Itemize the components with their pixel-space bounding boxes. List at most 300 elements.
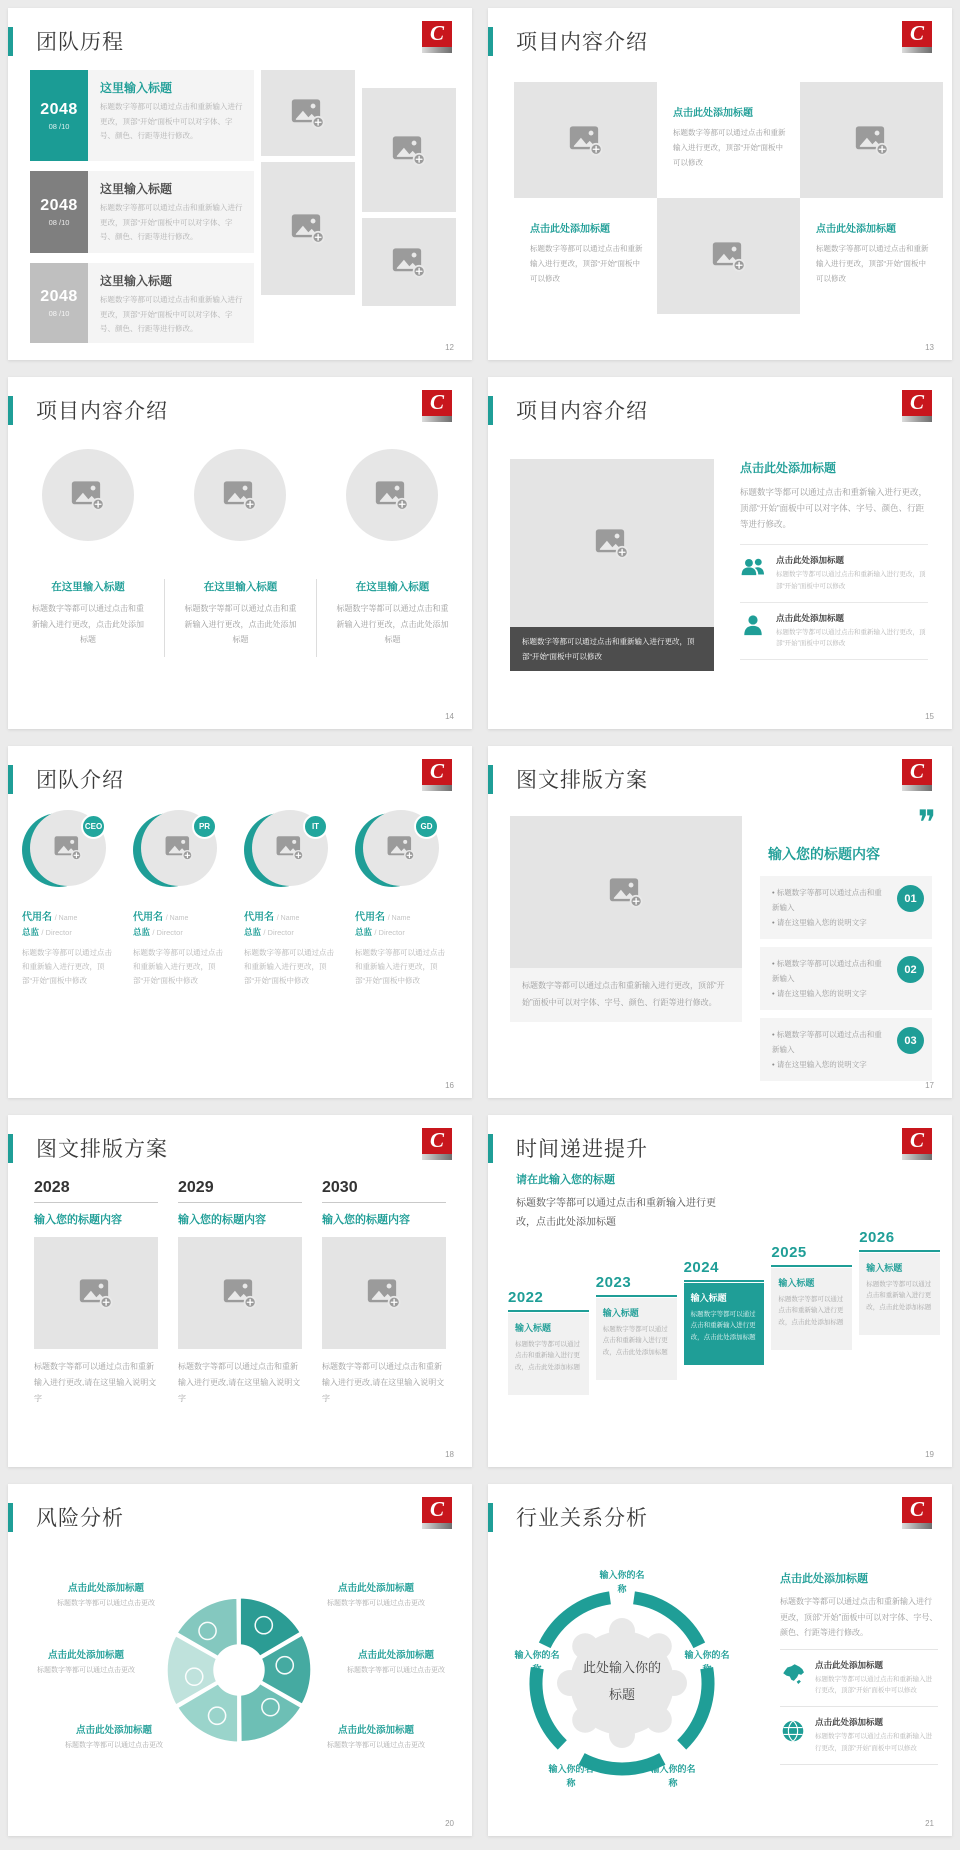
callout-title: 点击此处添加标题: [75, 1725, 152, 1736]
team-member: [355, 810, 458, 988]
add-image-icon: [291, 98, 325, 129]
logo-letter: C: [902, 1497, 932, 1523]
member-name: [244, 908, 347, 923]
timeline-step: [859, 1229, 940, 1335]
logo-letter: C: [902, 1128, 932, 1154]
step-year: 2022: [508, 1289, 589, 1312]
slide-header: [488, 395, 648, 425]
timeline-entry: [30, 70, 254, 161]
role-en: / Director: [263, 928, 294, 937]
placeholder-column: [362, 88, 456, 353]
detail-list: [780, 1649, 938, 1765]
member-body: 标题数字等都可以通过点击和重新输入进行更改，顶部“开始”面板中修改: [133, 948, 223, 985]
brand-logo: [422, 390, 452, 422]
logo-strip: [422, 1523, 452, 1529]
bullet-line: • 请在这里输入您的说明文字: [772, 915, 888, 930]
timeline-day: 08 /10: [48, 218, 70, 227]
image-placeholder[interactable]: [322, 1237, 446, 1349]
callout-body: 标题数字等都可以通过点击更改: [65, 1742, 163, 1749]
member-name: [355, 908, 458, 923]
feature-body: 标题数字等都可以通过点击和重新输入进行更改，点击此处添加标题: [32, 604, 144, 645]
circle-image-placeholder[interactable]: [42, 449, 134, 541]
name-en: / Name: [387, 915, 411, 922]
timeline-text: [88, 263, 254, 343]
text-cell: [514, 198, 657, 314]
quote-icon: ❞: [917, 804, 932, 842]
role-cn: 总监: [355, 927, 373, 937]
year-column: [34, 1179, 158, 1407]
risk-callout: [326, 1647, 466, 1675]
placeholder-column: [261, 70, 355, 353]
callout-body: 标题数字等都可以通过点击更改: [327, 1742, 425, 1749]
slide-13-project-intro[interactable]: [488, 8, 952, 360]
node-label: 输入你的名称: [650, 1764, 696, 1789]
title-accent-bar: [488, 765, 493, 794]
title-accent-bar: [8, 765, 13, 794]
numbered-item: [760, 876, 932, 939]
image-placeholder[interactable]: [261, 70, 355, 156]
center-title: 此处输入你的标题: [582, 1660, 661, 1703]
feature-title: 在这里输入标题: [203, 581, 278, 593]
entry-title: 这里输入标题: [100, 182, 173, 196]
logo-letter: C: [902, 759, 932, 785]
member-body: 标题数字等都可以通过点击和重新输入进行更改，顶部“开始”面板中修改: [22, 948, 112, 985]
name-cn: 代用名: [133, 912, 163, 923]
page-number: 17: [925, 1081, 934, 1090]
step-title: 输入标题: [866, 1263, 903, 1273]
role-cn: 总监: [133, 927, 151, 937]
title-accent-bar: [8, 1503, 13, 1532]
step-body: 标题数字等都可以通过点击和重新输入进行更改，点击此处添加标题: [515, 1341, 580, 1371]
slide-header: [8, 764, 124, 794]
title-accent-bar: [8, 27, 13, 56]
step-body: 标题数字等都可以通过点击和重新输入进行更改，点击此处添加标题: [602, 1326, 668, 1356]
bullet-line: • 标题数字等都可以通过点击和重新输入: [772, 885, 888, 915]
number-badge: 02: [897, 956, 924, 983]
avatar[interactable]: [22, 810, 106, 890]
feature-column: [12, 449, 164, 657]
logo-letter: C: [422, 1128, 452, 1154]
callout-title: 点击此处添加标题: [47, 1650, 124, 1661]
role-en: / Director: [374, 928, 405, 937]
title-accent-bar: [488, 27, 493, 56]
slide-title: 项目内容介绍: [516, 31, 648, 54]
role-badge: PR: [192, 814, 217, 839]
name-cn: 代用名: [244, 912, 274, 923]
avatar[interactable]: [355, 810, 439, 890]
page-number: 12: [445, 343, 454, 352]
logo-strip: [902, 1523, 932, 1529]
checkerboard-grid: [514, 82, 952, 314]
member-body: 标题数字等都可以通过点击和重新输入进行更改，顶部“开始”面板中修改: [244, 948, 334, 985]
feature-text: [316, 579, 468, 657]
step-card: [508, 1313, 589, 1395]
detail-body: 标题数字等都可以通过点击和重新输入进行更改，顶部“开始”面板中可以对字体、字号、颜色、行距等进行修改。: [740, 487, 928, 530]
add-image-icon: [569, 125, 603, 156]
item-body: 标题数字等都可以通过点击和重新输入进行更改，顶部“开始”面板中可以修改: [776, 628, 926, 648]
feature-text: [164, 579, 316, 657]
risk-callout: [16, 1647, 156, 1675]
page-number: 13: [925, 343, 934, 352]
add-image-icon: [54, 835, 82, 861]
page-number: 15: [925, 712, 934, 721]
member-body: 标题数字等都可以通过点击和重新输入进行更改，顶部“开始”面板中修改: [355, 948, 445, 985]
role-cn: 总监: [22, 927, 40, 937]
image-placeholder[interactable]: [800, 82, 943, 198]
image-placeholder[interactable]: [261, 162, 355, 295]
member-role: [133, 926, 236, 938]
avatar[interactable]: [244, 810, 328, 890]
entry-title: 这里输入标题: [100, 81, 173, 95]
member-name: [22, 908, 125, 923]
bullet-line: • 标题数字等都可以通过点击和重新输入: [772, 956, 888, 986]
callout-body: 标题数字等都可以通过点击更改: [57, 1600, 155, 1607]
brand-logo: [902, 21, 932, 53]
callout-title: 点击此处添加标题: [67, 1583, 144, 1594]
slide-title: 行业关系分析: [516, 1507, 648, 1530]
slide-title: 团队历程: [36, 31, 124, 54]
logo-letter: C: [422, 759, 452, 785]
member-role: [244, 926, 347, 938]
page-number: 18: [445, 1450, 454, 1459]
year-label: 2030: [322, 1179, 446, 1203]
circle-image-placeholder[interactable]: [346, 449, 438, 541]
cell-title: 点击此处添加标题: [673, 108, 753, 119]
cell-body: 标题数字等都可以通过点击和重新输入进行更改，顶部“开始”面板中可以修改: [530, 244, 643, 283]
year-label: 2028: [34, 1179, 158, 1203]
slide-20-risk-analysis[interactable]: [8, 1484, 472, 1836]
add-image-icon: [392, 135, 426, 166]
node-label: 输入你的名称: [548, 1764, 594, 1789]
slide-17-layout-scheme[interactable]: [488, 746, 952, 1098]
slide-18-layout-scheme-years[interactable]: [8, 1115, 472, 1467]
risk-callout: [306, 1580, 446, 1608]
timeline-step: [684, 1259, 765, 1365]
step-card: [771, 1268, 852, 1350]
image-caption: 标题数字等都可以通过点击和重新输入进行更改，顶部“开始”面板中可以修改: [510, 627, 714, 671]
team-member: [244, 810, 347, 988]
entry-title: 这里输入标题: [100, 274, 173, 288]
callout-title: 点击此处添加标题: [357, 1650, 434, 1661]
logo-strip: [902, 47, 932, 53]
brand-logo: [902, 390, 932, 422]
cell-title: 点击此处添加标题: [816, 224, 896, 235]
role-cn: 总监: [244, 927, 262, 937]
page-number: 16: [445, 1081, 454, 1090]
add-image-icon: [609, 877, 643, 908]
timeline-step: [508, 1289, 589, 1395]
step-year: 2025: [771, 1244, 852, 1267]
feature-column: [316, 449, 468, 657]
number-badge: 01: [897, 885, 924, 912]
brand-logo: [422, 1128, 452, 1160]
add-image-icon: [367, 1278, 401, 1309]
year-columns: [8, 1179, 472, 1407]
timeline-date-block: [30, 171, 88, 253]
item-body: 标题数字等都可以通过点击和重新输入进行更改，顶部“开始”面板中可以修改: [815, 1733, 932, 1752]
year-label: 2029: [178, 1179, 302, 1203]
step-card: [596, 1298, 677, 1380]
risk-callout: [306, 1722, 446, 1750]
year-column: [178, 1179, 302, 1407]
entry-body: 标题数字等都可以通过点击和重新输入进行更改，顶部“开始”面板中可以对字体、字号、颜色、行距等进行修改。: [100, 203, 243, 242]
callout-body: 标题数字等都可以通过点击更改: [327, 1600, 425, 1607]
step-title: 输入标题: [778, 1278, 815, 1288]
numbered-list-column: [760, 804, 932, 1089]
page-number: 14: [445, 712, 454, 721]
slide-header: [8, 1133, 168, 1163]
timeline-date-block: [30, 263, 88, 343]
member-role: [22, 926, 125, 938]
slide-header: [488, 764, 648, 794]
slide-header: [8, 26, 124, 56]
column-body: 标题数字等都可以通过点击和重新输入进行更改,请在这里输入说明文字: [178, 1362, 301, 1403]
callout-body: 标题数字等都可以通过点击更改: [347, 1667, 445, 1674]
feature-text: [12, 579, 164, 657]
timeline-year: 2048: [40, 100, 78, 118]
step-body: 标题数字等都可以通过点击和重新输入进行更改，点击此处添加标题: [866, 1281, 932, 1311]
detail-title: 点击此处添加标题: [740, 461, 837, 475]
slide-title: 时间递进提升: [516, 1138, 648, 1161]
feature-title: 在这里输入标题: [51, 581, 125, 593]
title-accent-bar: [488, 1503, 493, 1532]
role-badge: IT: [303, 814, 328, 839]
add-image-icon: [223, 480, 257, 511]
slide-header: [8, 395, 168, 425]
slide-header: [488, 1133, 648, 1163]
slide-title: 风险分析: [36, 1507, 124, 1530]
risk-callout: [36, 1580, 176, 1608]
member-role: [355, 926, 458, 938]
step-title: 输入标题: [602, 1308, 639, 1318]
brand-logo: [902, 1128, 932, 1160]
slide-16-team-intro[interactable]: [8, 746, 472, 1098]
image-placeholder[interactable]: [514, 82, 657, 198]
member-name: [133, 908, 236, 923]
detail-column: [780, 1570, 938, 1765]
item-body: 标题数字等都可以通过点击和重新输入进行更改，顶部“开始”面板中可以修改: [776, 571, 926, 591]
node-label: 输入你的名称: [599, 1570, 645, 1595]
page-number: 20: [445, 1819, 454, 1828]
slide-title: 图文排版方案: [36, 1138, 168, 1161]
brand-logo: [422, 1497, 452, 1529]
add-image-icon: [855, 125, 889, 156]
column-title: 输入您的标题内容: [322, 1214, 410, 1226]
page-number: 19: [925, 1450, 934, 1459]
image-caption: 标题数字等都可以通过点击和重新输入进行更改，顶部“开始”面板中可以对字体、字号、颜色、行距等进行修改。: [510, 968, 742, 1022]
logo-strip: [902, 416, 932, 422]
node-label: 输入你的名称: [684, 1650, 730, 1675]
people-icon: [740, 556, 766, 578]
add-image-icon: [291, 213, 325, 244]
item-title: 点击此处添加标题: [776, 612, 845, 623]
node-label: 输入你的名称: [514, 1650, 560, 1675]
slide-21-industry-relations[interactable]: [488, 1484, 952, 1836]
brand-logo: [902, 1497, 932, 1529]
name-cn: 代用名: [355, 912, 385, 923]
number-badge: 03: [897, 1027, 924, 1054]
page-number: 21: [925, 1819, 934, 1828]
timeline-day: 08 /10: [48, 121, 70, 131]
brand-logo: [422, 21, 452, 53]
brand-logo: [902, 759, 932, 791]
role-en: / Director: [152, 928, 183, 937]
add-image-icon: [79, 1278, 113, 1309]
slide-content: [488, 746, 952, 1089]
logo-letter: C: [422, 390, 452, 416]
text-cell: [800, 198, 943, 314]
title-accent-bar: [488, 396, 493, 425]
risk-callout: [44, 1722, 184, 1750]
step-body: 标题数字等都可以通过点击和重新输入进行更改，点击此处添加标题: [690, 1311, 756, 1341]
step-card: [859, 1253, 940, 1335]
column-title: 输入您的标题内容: [34, 1214, 122, 1226]
bullet-line: • 请在这里输入您的说明文字: [772, 986, 888, 1001]
add-image-icon: [276, 835, 304, 861]
image-area[interactable]: [510, 459, 714, 627]
timeline-list: [30, 70, 254, 353]
feature-body: 标题数字等都可以通过点击和重新输入进行更改，点击此处添加标题: [336, 604, 449, 645]
role-badge: GD: [414, 814, 439, 839]
item-title: 点击此处添加标题: [815, 1717, 884, 1728]
column-body: 标题数字等都可以通过点击和重新输入进行更改,请在这里输入说明文字: [322, 1362, 445, 1403]
callout-title: 点击此处添加标题: [337, 1725, 414, 1736]
numbered-item: [760, 1018, 932, 1081]
item-body: 标题数字等都可以通过点击和重新输入进行更改，顶部“开始”面板中可以修改: [815, 1675, 932, 1695]
slide-header: [488, 26, 648, 56]
feature-title: 在这里输入标题: [355, 581, 430, 593]
entry-body: 标题数字等都可以通过点击和重新输入进行更改，顶部“开始”面板中可以对字体、字号、颜色、行距等进行修改。: [100, 102, 243, 141]
avatar[interactable]: [133, 810, 217, 890]
detail-body: 标题数字等都可以通过点击和重新输入进行更改，顶部“开始”面板中可以对字体、字号、颜色、行距等进行修改。: [780, 1597, 938, 1638]
slide-12-team-history[interactable]: [8, 8, 472, 360]
logo-letter: C: [902, 390, 932, 416]
slide-content: [8, 8, 472, 353]
intro-title: 请在此输入您的标题: [516, 1174, 615, 1186]
image-placeholder[interactable]: [178, 1237, 302, 1349]
list-item: [740, 602, 928, 659]
image-placeholder[interactable]: [657, 198, 800, 314]
image-with-caption: [510, 816, 742, 1089]
relation-ring-diagram: [516, 1564, 728, 1802]
image-placeholder[interactable]: [362, 218, 456, 306]
add-image-icon: [223, 1278, 257, 1309]
three-column-layout: [8, 449, 472, 657]
column-body: 标题数字等都可以通过点击和重新输入进行更改,请在这里输入说明文字: [34, 1362, 157, 1403]
intro-body: 标题数字等都可以通过点击和重新输入进行更改，点击此处添加标题: [516, 1198, 716, 1228]
column-title: 输入您的标题内容: [768, 846, 880, 862]
logo-letter: C: [422, 1497, 452, 1523]
logo-strip: [422, 47, 452, 53]
year-column: [322, 1179, 446, 1407]
logo-strip: [902, 785, 932, 791]
team-member: [133, 810, 236, 988]
slide-15-project-intro-detail[interactable]: [488, 377, 952, 729]
add-image-icon: [71, 480, 105, 511]
logo-letter: C: [902, 21, 932, 47]
item-title: 点击此处添加标题: [776, 555, 845, 566]
step-title: 输入标题: [515, 1323, 552, 1333]
timeline-date-block: [30, 70, 88, 161]
add-image-icon: [595, 528, 629, 559]
timeline-step: [771, 1244, 852, 1350]
title-accent-bar: [8, 396, 13, 425]
feature-column: [164, 449, 316, 657]
callout-body: 标题数字等都可以通过点击更改: [37, 1667, 135, 1674]
globe-icon: [780, 1719, 806, 1743]
feature-body: 标题数字等都可以通过点击和重新输入进行更改，点击此处添加标题: [184, 604, 297, 645]
logo-strip: [422, 416, 452, 422]
cell-body: 标题数字等都可以通过点击和重新输入进行更改，顶部“开始”面板中可以修改: [673, 128, 786, 167]
step-body: 标题数字等都可以通过点击和重新输入进行更改，点击此处添加标题: [778, 1296, 844, 1326]
role-en: / Director: [41, 928, 72, 937]
bullet-line: • 标题数字等都可以通过点击和重新输入: [772, 1027, 888, 1057]
slide-title: 项目内容介绍: [516, 400, 648, 423]
name-en: / Name: [54, 915, 78, 922]
large-image-placeholder[interactable]: [510, 459, 714, 671]
person-icon: [740, 614, 766, 636]
bullet-line: • 请在这里输入您的说明文字: [772, 1057, 888, 1072]
slide-14-project-intro-circles[interactable]: [8, 377, 472, 729]
slide-header: [488, 1502, 648, 1532]
circle-image-placeholder[interactable]: [194, 449, 286, 541]
timeline-text: [88, 70, 254, 161]
team-members-row: [8, 810, 472, 988]
add-image-icon: [387, 835, 415, 861]
column-title: 输入您的标题内容: [178, 1214, 266, 1226]
role-badge: CEO: [81, 814, 106, 839]
timeline-text: [88, 171, 254, 253]
slide-header: [8, 1502, 124, 1532]
item-title: 点击此处添加标题: [815, 1659, 884, 1670]
name-cn: 代用名: [22, 912, 52, 923]
entry-body: 标题数字等都可以通过点击和重新输入进行更改，顶部“开始”面板中可以对字体、字号、颜色、行距等进行修改。: [100, 295, 243, 334]
step-year: 2026: [859, 1229, 940, 1252]
add-image-icon: [165, 835, 193, 861]
name-en: / Name: [276, 915, 300, 922]
slide-19-time-progression[interactable]: [488, 1115, 952, 1467]
step-title: 输入标题: [690, 1293, 727, 1303]
logo-strip: [422, 785, 452, 791]
add-image-icon: [392, 247, 426, 278]
slide-title: 项目内容介绍: [36, 400, 168, 423]
logo-strip: [902, 1154, 932, 1160]
detail-title: 点击此处添加标题: [780, 1573, 868, 1585]
team-member: [22, 810, 125, 988]
image-placeholder[interactable]: [34, 1237, 158, 1349]
timeline-day: 08 /10: [48, 309, 70, 318]
cell-title: 点击此处添加标题: [530, 224, 610, 235]
china-map-icon: [780, 1662, 806, 1686]
step-year: 2024: [684, 1259, 765, 1282]
detail-list: [740, 544, 928, 660]
timeline-year: 2048: [40, 197, 78, 214]
timeline-entry: [30, 263, 254, 343]
step-year: 2023: [596, 1274, 677, 1297]
image-placeholder[interactable]: [510, 816, 742, 968]
image-placeholder-group: [261, 70, 456, 353]
list-item: [780, 1706, 938, 1763]
timeline-step: [596, 1274, 677, 1380]
numbered-item: [760, 947, 932, 1010]
title-accent-bar: [8, 1134, 13, 1163]
slide-title: 图文排版方案: [516, 769, 648, 792]
logo-strip: [422, 1154, 452, 1160]
image-placeholder[interactable]: [362, 88, 456, 212]
list-item: [740, 544, 928, 601]
text-cell: [657, 82, 800, 198]
name-en: / Name: [165, 915, 189, 922]
